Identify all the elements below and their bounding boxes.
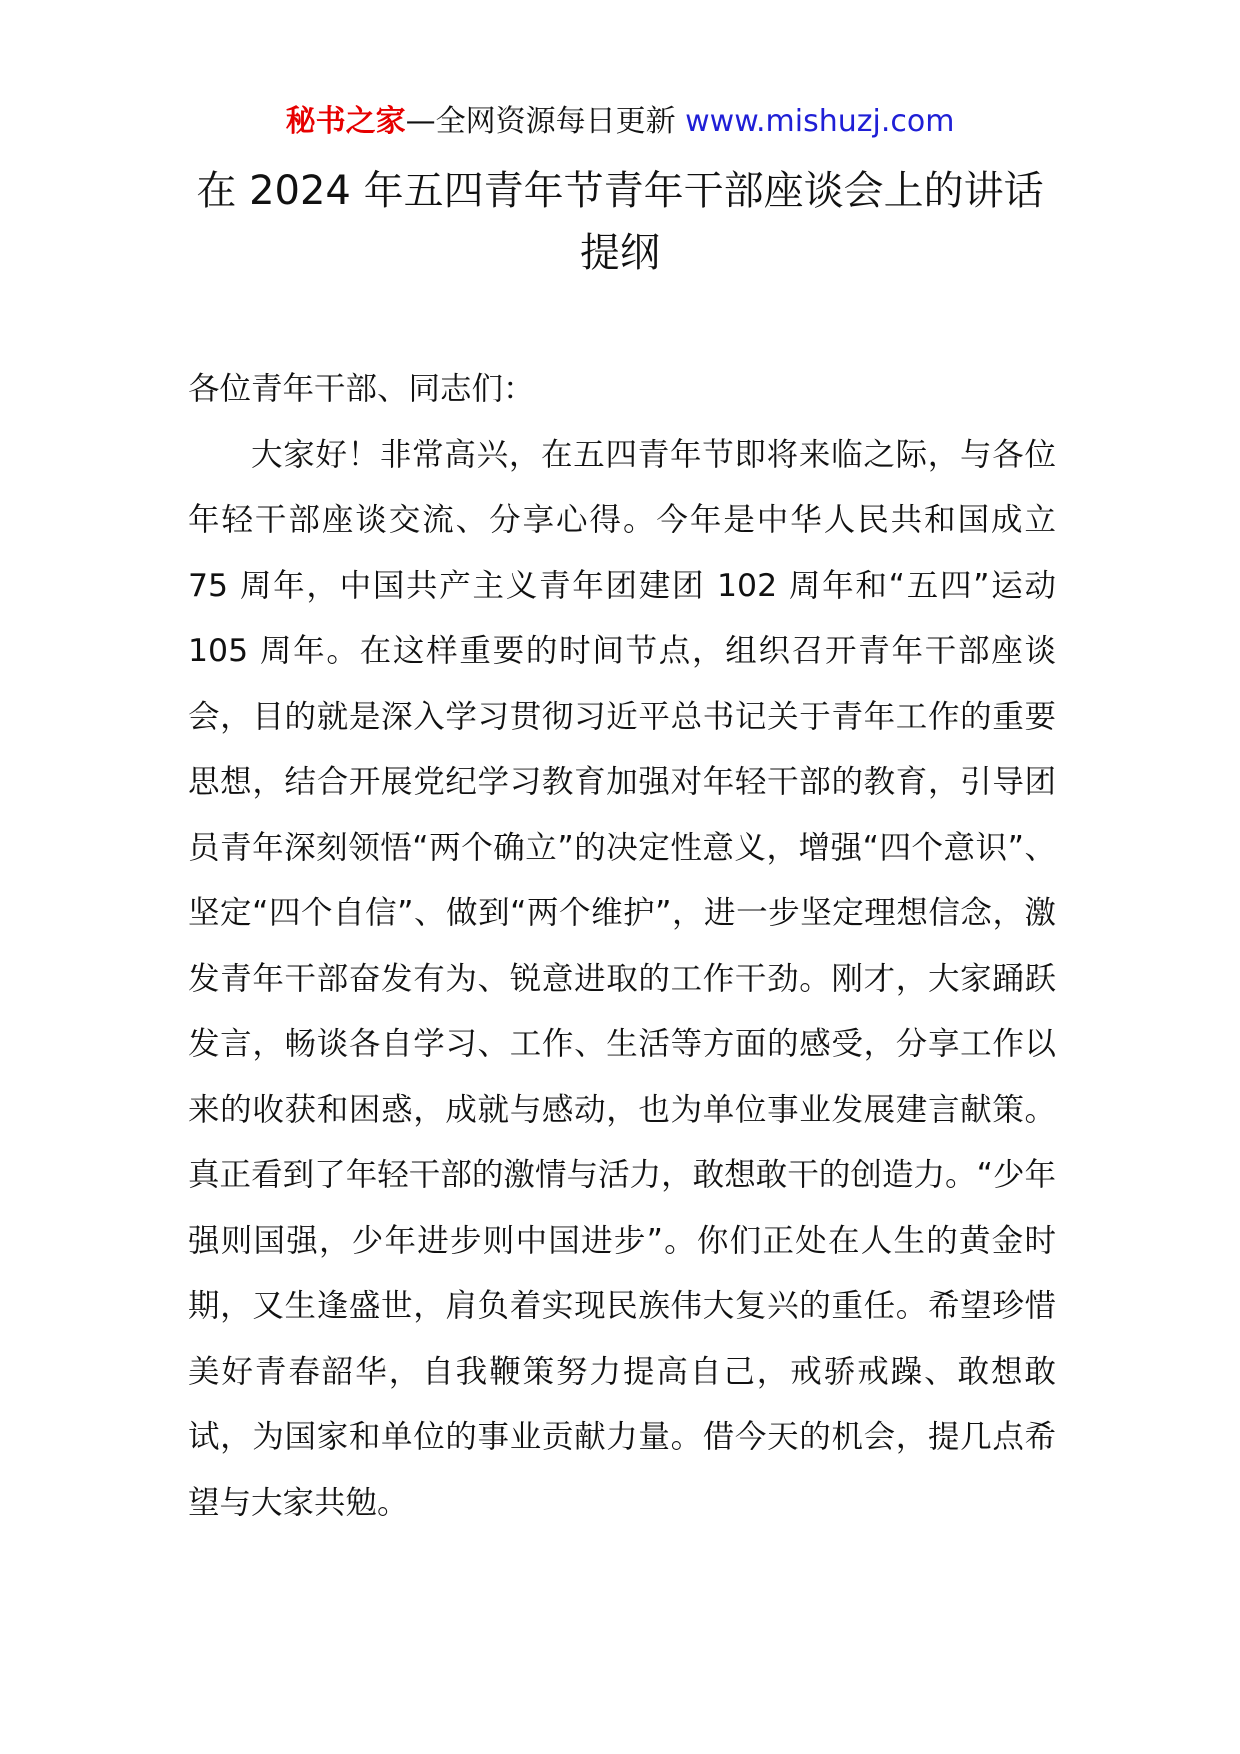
- salutation: 各位青年干部、同志们：: [188, 371, 535, 407]
- document-body: [188, 357, 1056, 1536]
- body-paragraph: 大家好！非常高兴，在五四青年节即将来临之际，与各位年轻干部座谈交流、分享心得。今年是中华人民共和国成立 75 周年，中国共产主义青年团建团 102 周年和“五四”运动 105 周年。在这样重要的时间节点，组织召开青年干部座谈会，目的就是深入学习贯彻习近平总书记关于青年工作的重要思想，结合开展党纪学习教育加强对年轻干部的教育，引导团员青年深刻领悟“两个确立”的决定性意义，增强“四个意识”、坚定“四个自信”、做到“两个维护”，进一步坚定理想信念，激发青年干部奋发有为、锐意进取的工作干劲。刚才，大家踊跃发言，畅谈各自学习、工作、生活等方面的感受，分享工作以来的收获和困惑，成就与感动，也为单位事业发展建言献策。真正看到了年轻干部的激情与活力，敢想敢干的创造力。“少年强则国强，少年进步则中国进步”。你们正处在人生的黄金时期，又生逢盛世，肩负着实现民族伟大复兴的重任。希望珍惜美好青春韶华，自我鞭策努力提高自己，戒骄戒躁、敢想敢试，为国家和单位的事业贡献力量。借今天的机会，提几点希望与大家共勉。: [188, 436, 1056, 1521]
- document-title-line-1: 在 2024 年五四青年节青年干部座谈会上的讲话: [196, 168, 1044, 214]
- document-title: [150, 160, 1090, 284]
- document-title-line-2: 提纲: [580, 230, 660, 276]
- site-header: [0, 102, 1240, 142]
- site-url[interactable]: www.mishuzj.com: [685, 104, 955, 139]
- site-slogan: —全网资源每日更新: [405, 104, 686, 139]
- site-brand: 秘书之家: [285, 104, 406, 139]
